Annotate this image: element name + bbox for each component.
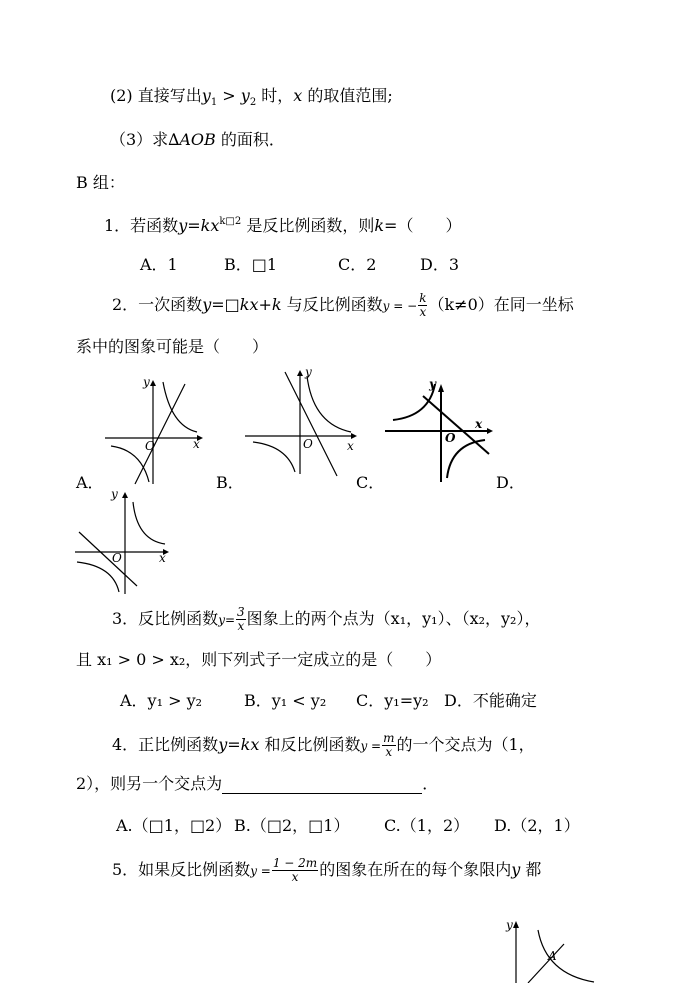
b-q3-option-a: A．y₁ > y₂ [120, 691, 203, 710]
fraction-k-over-x: $\frac{k}{x}$ [419, 291, 427, 319]
graph-d-x-label: x [159, 551, 166, 565]
b-q4-option-a: A.（□1，□2） [116, 816, 232, 835]
b-q1-option-d: D．3 [420, 255, 460, 274]
graph-c [385, 378, 500, 486]
b-q3-option-d: D．不能确定 [444, 691, 537, 710]
b-q4-option-b: B.（□2，□1） [234, 816, 350, 835]
graph-c-origin: O [445, 431, 456, 445]
graph-b-x-label: x [347, 439, 354, 453]
graph-d [75, 488, 175, 598]
graph-b [245, 365, 360, 478]
graph-a-x-label: x [193, 437, 200, 451]
graph-q5-point-a: A [548, 949, 557, 963]
graph-b-origin: O [303, 437, 313, 451]
graph-a [105, 375, 205, 488]
fraction-1-minus-2m-over-x: $\frac{1 - 2m}{x}$ [272, 856, 318, 884]
b-q1-option-a: A．1 [140, 255, 178, 274]
graph-c-x-label: x [475, 417, 483, 431]
b-q3-option-b: B．y₁ < y₂ [244, 691, 327, 710]
graph-b-y-label: y [305, 365, 312, 379]
graph-a-origin: O [145, 439, 155, 453]
group-b-title: B 组： [76, 173, 125, 192]
b-q4-option-c: C.（1，2） [384, 816, 470, 835]
b-question-1: 1．若函数$y=kx^{k□2}$ 是反比例函数，则k=（ ） [104, 216, 462, 235]
b-q1-option-c: C．2 [338, 255, 377, 274]
b-q1-option-b: B．□1 [224, 255, 278, 274]
graph-q5-partial [500, 916, 600, 983]
b-q3-option-c: C．y₁=y₂ [356, 691, 429, 710]
graph-d-y-label: y [111, 487, 118, 501]
question-3-line: （3）求∆AOB 的面积． [110, 130, 285, 149]
b-q4-option-d: D.（2，1） [494, 816, 580, 835]
question-2-line: (2) 直接写出$y_1 > y_2$ 时，x 的取值范围; [110, 86, 393, 108]
fraction-m-over-x: $\frac{m}{x}$ [383, 731, 395, 759]
b-question-4-line2: 2），则另一个交点为 ． [76, 774, 439, 793]
graph-a-label: A． [76, 473, 104, 492]
b-question-2: 2．一次函数y=□kx+k 与反比例函数y = − $\frac{k}{x}$ （k≠0）在同一坐标 [112, 291, 574, 319]
b-question-5: 5．如果反比例函数y = $\frac{1 - 2m}{x}$ 的图象在所在的每个象限内y 都 [112, 856, 542, 884]
graph-a-y-label: y [143, 375, 150, 389]
b-question-3-line2: 且 x₁ > 0 > x₂，则下列式子一定成立的是（ ） [76, 650, 442, 669]
b-question-4: 4．正比例函数y=kx 和反比例函数y = $\frac{m}{x}$ 的一个交点为（1， [112, 731, 535, 759]
graph-c-label: C． [356, 473, 385, 492]
b-question-2-line2: 系中的图象可能是（ ） [76, 337, 269, 356]
graph-d-origin: O [112, 551, 122, 565]
fraction-3-over-x: $\frac{3}{x}$ [237, 605, 245, 633]
graph-c-y-label: y [429, 377, 436, 391]
b-question-3: 3．反比例函数y= $\frac{3}{x}$ 图象上的两个点为（x₁，y₁）、（x₂，y₂）， [112, 605, 541, 633]
graph-q5-y-label: y [506, 918, 513, 932]
graph-b-label: B． [216, 473, 244, 492]
graph-d-label: D． [496, 473, 525, 492]
answer-blank[interactable] [222, 777, 422, 794]
